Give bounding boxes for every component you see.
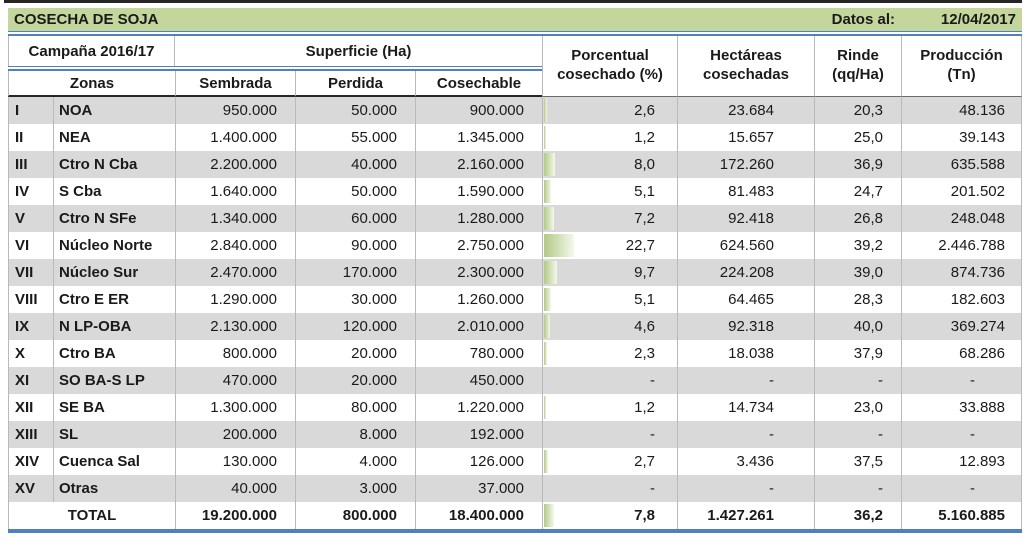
cell-perdida: 20.000 [295,340,415,367]
header-hectareas-line2: cosechadas [703,66,789,83]
cell-perdida: 55.000 [295,124,415,151]
cell-perdida: 20.000 [295,367,415,394]
cell-produccion: 182.603 [901,286,1022,313]
cell-zone-name: Ctro BA [53,340,175,367]
percent-data-bar [544,261,557,284]
cell-zone-name: Ctro E ER [53,286,175,313]
cell-zone-number: I [8,97,53,124]
cell-zone-name: NOA [53,97,175,124]
cell-porcentual [542,475,677,502]
cell-perdida: 3.000 [295,475,415,502]
cell-zone-name: Núcleo Sur [53,259,175,286]
report-date: 12/04/2017 [940,11,1016,28]
header-hectareas-line1: Hectáreas [710,47,782,65]
cell-hectareas: - [677,367,814,394]
header-porcentual [542,36,677,97]
header-hectareas [677,36,814,97]
cell-zone-number: III [8,151,53,178]
cell-rinde: 36,9 [814,151,901,178]
cell-rinde: 26,8 [814,205,901,232]
cell-total-hectareas: 1.427.261 [677,502,814,529]
cell-hectareas: 3.436 [677,448,814,475]
top-border-line [4,0,1022,3]
table-row [8,232,1022,259]
percent-value: 4,6 [634,318,655,335]
cell-rinde: 39,2 [814,232,901,259]
cell-produccion: 201.502 [901,178,1022,205]
cell-zone-name: S Cba [53,178,175,205]
percent-value: 8,0 [634,156,655,173]
cell-porcentual [542,421,677,448]
table-row [8,286,1022,313]
cell-zone-name: SL [53,421,175,448]
cell-hectareas: - [677,421,814,448]
percent-value: 1,2 [634,129,655,146]
cell-total-rinde: 36,2 [814,502,901,529]
cell-hectareas: 23.684 [677,97,814,124]
cell-total-cosechable: 18.400.000 [415,502,542,529]
header-rinde [814,36,901,97]
cell-rinde: - [814,475,901,502]
cell-porcentual [542,340,677,367]
cell-perdida: 40.000 [295,151,415,178]
page-title: COSECHA DE SOJA [14,11,159,28]
cell-rinde: 25,0 [814,124,901,151]
cell-produccion: 369.274 [901,313,1022,340]
cell-porcentual [542,367,677,394]
percent-data-bar [544,207,554,230]
cell-produccion: - [901,421,1022,448]
cell-rinde: 24,7 [814,178,901,205]
cell-porcentual [542,178,677,205]
cell-zone-name: Cuenca Sal [53,448,175,475]
cell-zone-name: Ctro N SFe [53,205,175,232]
header-cosechable: Cosechable [415,71,542,97]
cell-rinde: 37,5 [814,448,901,475]
cell-perdida: 50.000 [295,97,415,124]
cell-zone-number: II [8,124,53,151]
cell-rinde: 37,9 [814,340,901,367]
percent-data-bar [544,180,551,203]
percent-value: - [650,426,655,443]
percent-data-bar [544,126,546,149]
cell-sembrada: 1.300.000 [175,394,295,421]
table-row [8,259,1022,286]
cell-hectareas: 92.418 [677,205,814,232]
cell-sembrada: 1.400.000 [175,124,295,151]
percent-data-bar [544,396,546,419]
bottom-border-line [8,529,1022,533]
cell-sembrada: 130.000 [175,448,295,475]
cell-cosechable: 1.590.000 [415,178,542,205]
cell-perdida: 90.000 [295,232,415,259]
table-row [8,367,1022,394]
cell-cosechable: 900.000 [415,97,542,124]
cell-zone-number: V [8,205,53,232]
table-row [8,205,1022,232]
cell-cosechable: 1.345.000 [415,124,542,151]
cell-hectareas: 81.483 [677,178,814,205]
percent-value: 5,1 [634,291,655,308]
cell-zone-number: XIII [8,421,53,448]
header-rinde-line1: Rinde [837,47,879,65]
cell-sembrada: 1.640.000 [175,178,295,205]
cell-zone-name: NEA [53,124,175,151]
cell-produccion: - [901,367,1022,394]
cell-produccion: 68.286 [901,340,1022,367]
cell-zone-name: Núcleo Norte [53,232,175,259]
cell-porcentual [542,259,677,286]
cell-cosechable: 126.000 [415,448,542,475]
cell-cosechable: 2.750.000 [415,232,542,259]
cell-hectareas: 224.208 [677,259,814,286]
cell-sembrada: 40.000 [175,475,295,502]
cell-porcentual [542,232,677,259]
cell-zone-name: SO BA-S LP [53,367,175,394]
table-row [8,151,1022,178]
cell-cosechable: 780.000 [415,340,542,367]
cell-porcentual [542,313,677,340]
header-sembrada: Sembrada [175,71,295,97]
percent-data-bar [544,342,547,365]
table-row [8,313,1022,340]
header-porcentual-line2: cosechado (%) [557,66,663,83]
cell-produccion: 48.136 [901,97,1022,124]
percent-data-bar [544,315,550,338]
table-row [8,475,1022,502]
cell-cosechable: 192.000 [415,421,542,448]
header-porcentual-line1: Porcentual [571,47,649,65]
cell-sembrada: 470.000 [175,367,295,394]
percent-data-bar [544,450,548,473]
cell-zone-number: XII [8,394,53,421]
cell-hectareas: - [677,475,814,502]
cell-hectareas: 14.734 [677,394,814,421]
table-row [8,97,1022,124]
header-zonas: Zonas [8,71,175,97]
cell-cosechable: 450.000 [415,367,542,394]
cell-total-produccion: 5.160.885 [901,502,1022,529]
cell-zone-number: XI [8,367,53,394]
cell-hectareas: 18.038 [677,340,814,367]
cell-hectareas: 172.260 [677,151,814,178]
percent-value: 2,7 [634,453,655,470]
table-body [8,97,1022,529]
cell-zone-number: XV [8,475,53,502]
cell-zone-number: IV [8,178,53,205]
cell-rinde: 39,0 [814,259,901,286]
cell-sembrada: 2.840.000 [175,232,295,259]
cell-porcentual [542,394,677,421]
cell-produccion: 635.588 [901,151,1022,178]
cell-sembrada: 2.470.000 [175,259,295,286]
percent-value: 7,2 [634,210,655,227]
header-superficie: Superficie (Ha) [305,42,412,60]
percent-value: 1,2 [634,399,655,416]
table-row [8,124,1022,151]
cell-porcentual [542,448,677,475]
percent-value: 9,7 [634,264,655,281]
cell-produccion: 12.893 [901,448,1022,475]
cell-sembrada: 2.130.000 [175,313,295,340]
cell-perdida: 120.000 [295,313,415,340]
table-total-row [8,502,1022,529]
header-produccion-line2: (Tn) [947,66,976,83]
cell-perdida: 30.000 [295,286,415,313]
table-row [8,421,1022,448]
cell-total-perdida: 800.000 [295,502,415,529]
cell-produccion: 874.736 [901,259,1022,286]
cell-zone-number: VII [8,259,53,286]
cell-zone-number: VIII [8,286,53,313]
cell-zone-name: Ctro N Cba [53,151,175,178]
cell-cosechable: 1.220.000 [415,394,542,421]
cell-rinde: 28,3 [814,286,901,313]
cell-zone-name: Otras [53,475,175,502]
cell-hectareas: 15.657 [677,124,814,151]
table-row [8,178,1022,205]
cell-perdida: 4.000 [295,448,415,475]
cell-produccion: 2.446.788 [901,232,1022,259]
percent-data-bar [544,288,551,311]
header-rinde-line2: (qq/Ha) [832,66,884,83]
percent-value: - [650,480,655,497]
cell-porcentual [542,205,677,232]
cell-perdida: 170.000 [295,259,415,286]
header-produccion-line1: Producción [920,47,1003,65]
cell-rinde: 40,0 [814,313,901,340]
cell-rinde: - [814,367,901,394]
cell-produccion: 248.048 [901,205,1022,232]
cell-produccion: - [901,475,1022,502]
cell-zone-name: N LP-OBA [53,313,175,340]
cell-produccion: 39.143 [901,124,1022,151]
percent-value: - [650,372,655,389]
cell-sembrada: 2.200.000 [175,151,295,178]
cell-porcentual [542,97,677,124]
cell-total-sembrada: 19.200.000 [175,502,295,529]
cell-sembrada: 200.000 [175,421,295,448]
cell-porcentual [542,124,677,151]
cell-sembrada: 800.000 [175,340,295,367]
cell-perdida: 50.000 [295,178,415,205]
table-header [8,36,1022,97]
cell-cosechable: 2.300.000 [415,259,542,286]
harvest-report-table [8,8,1022,533]
cell-zone-number: X [8,340,53,367]
cell-cosechable: 37.000 [415,475,542,502]
cell-porcentual [542,151,677,178]
cell-cosechable: 2.010.000 [415,313,542,340]
cell-produccion: 33.888 [901,394,1022,421]
cell-perdida: 80.000 [295,394,415,421]
cell-sembrada: 950.000 [175,97,295,124]
datos-al-label: Datos al: [831,11,895,28]
cell-zone-number: IX [8,313,53,340]
percent-data-bar [544,504,554,527]
cell-hectareas: 624.560 [677,232,814,259]
table-row [8,340,1022,367]
cell-rinde: 20,3 [814,97,901,124]
percent-data-bar [544,99,547,122]
cell-rinde: - [814,421,901,448]
cell-rinde: 23,0 [814,394,901,421]
title-band [8,8,1022,31]
table-row [8,448,1022,475]
cell-sembrada: 1.340.000 [175,205,295,232]
cell-cosechable: 1.260.000 [415,286,542,313]
cell-cosechable: 2.160.000 [415,151,542,178]
percent-data-bar [544,153,555,176]
percent-value: 5,1 [634,183,655,200]
cell-total-label: TOTAL [8,502,175,529]
header-campana: Campaña 2016/17 [8,36,175,66]
cell-hectareas: 64.465 [677,286,814,313]
cell-cosechable: 1.280.000 [415,205,542,232]
cell-zone-name: SE BA [53,394,175,421]
percent-value: 7,8 [634,507,655,524]
percent-value: 2,3 [634,345,655,362]
table-row [8,394,1022,421]
cell-perdida: 60.000 [295,205,415,232]
header-perdida: Perdida [295,71,415,97]
cell-hectareas: 92.318 [677,313,814,340]
percent-value: 22,7 [625,237,655,254]
cell-porcentual [542,286,677,313]
cell-zone-number: VI [8,232,53,259]
header-produccion [901,36,1022,97]
percent-value: 2,6 [634,102,655,119]
cell-perdida: 8.000 [295,421,415,448]
cell-sembrada: 1.290.000 [175,286,295,313]
cell-zone-number: XIV [8,448,53,475]
percent-data-bar [544,234,574,257]
cell-porcentual [542,502,677,529]
